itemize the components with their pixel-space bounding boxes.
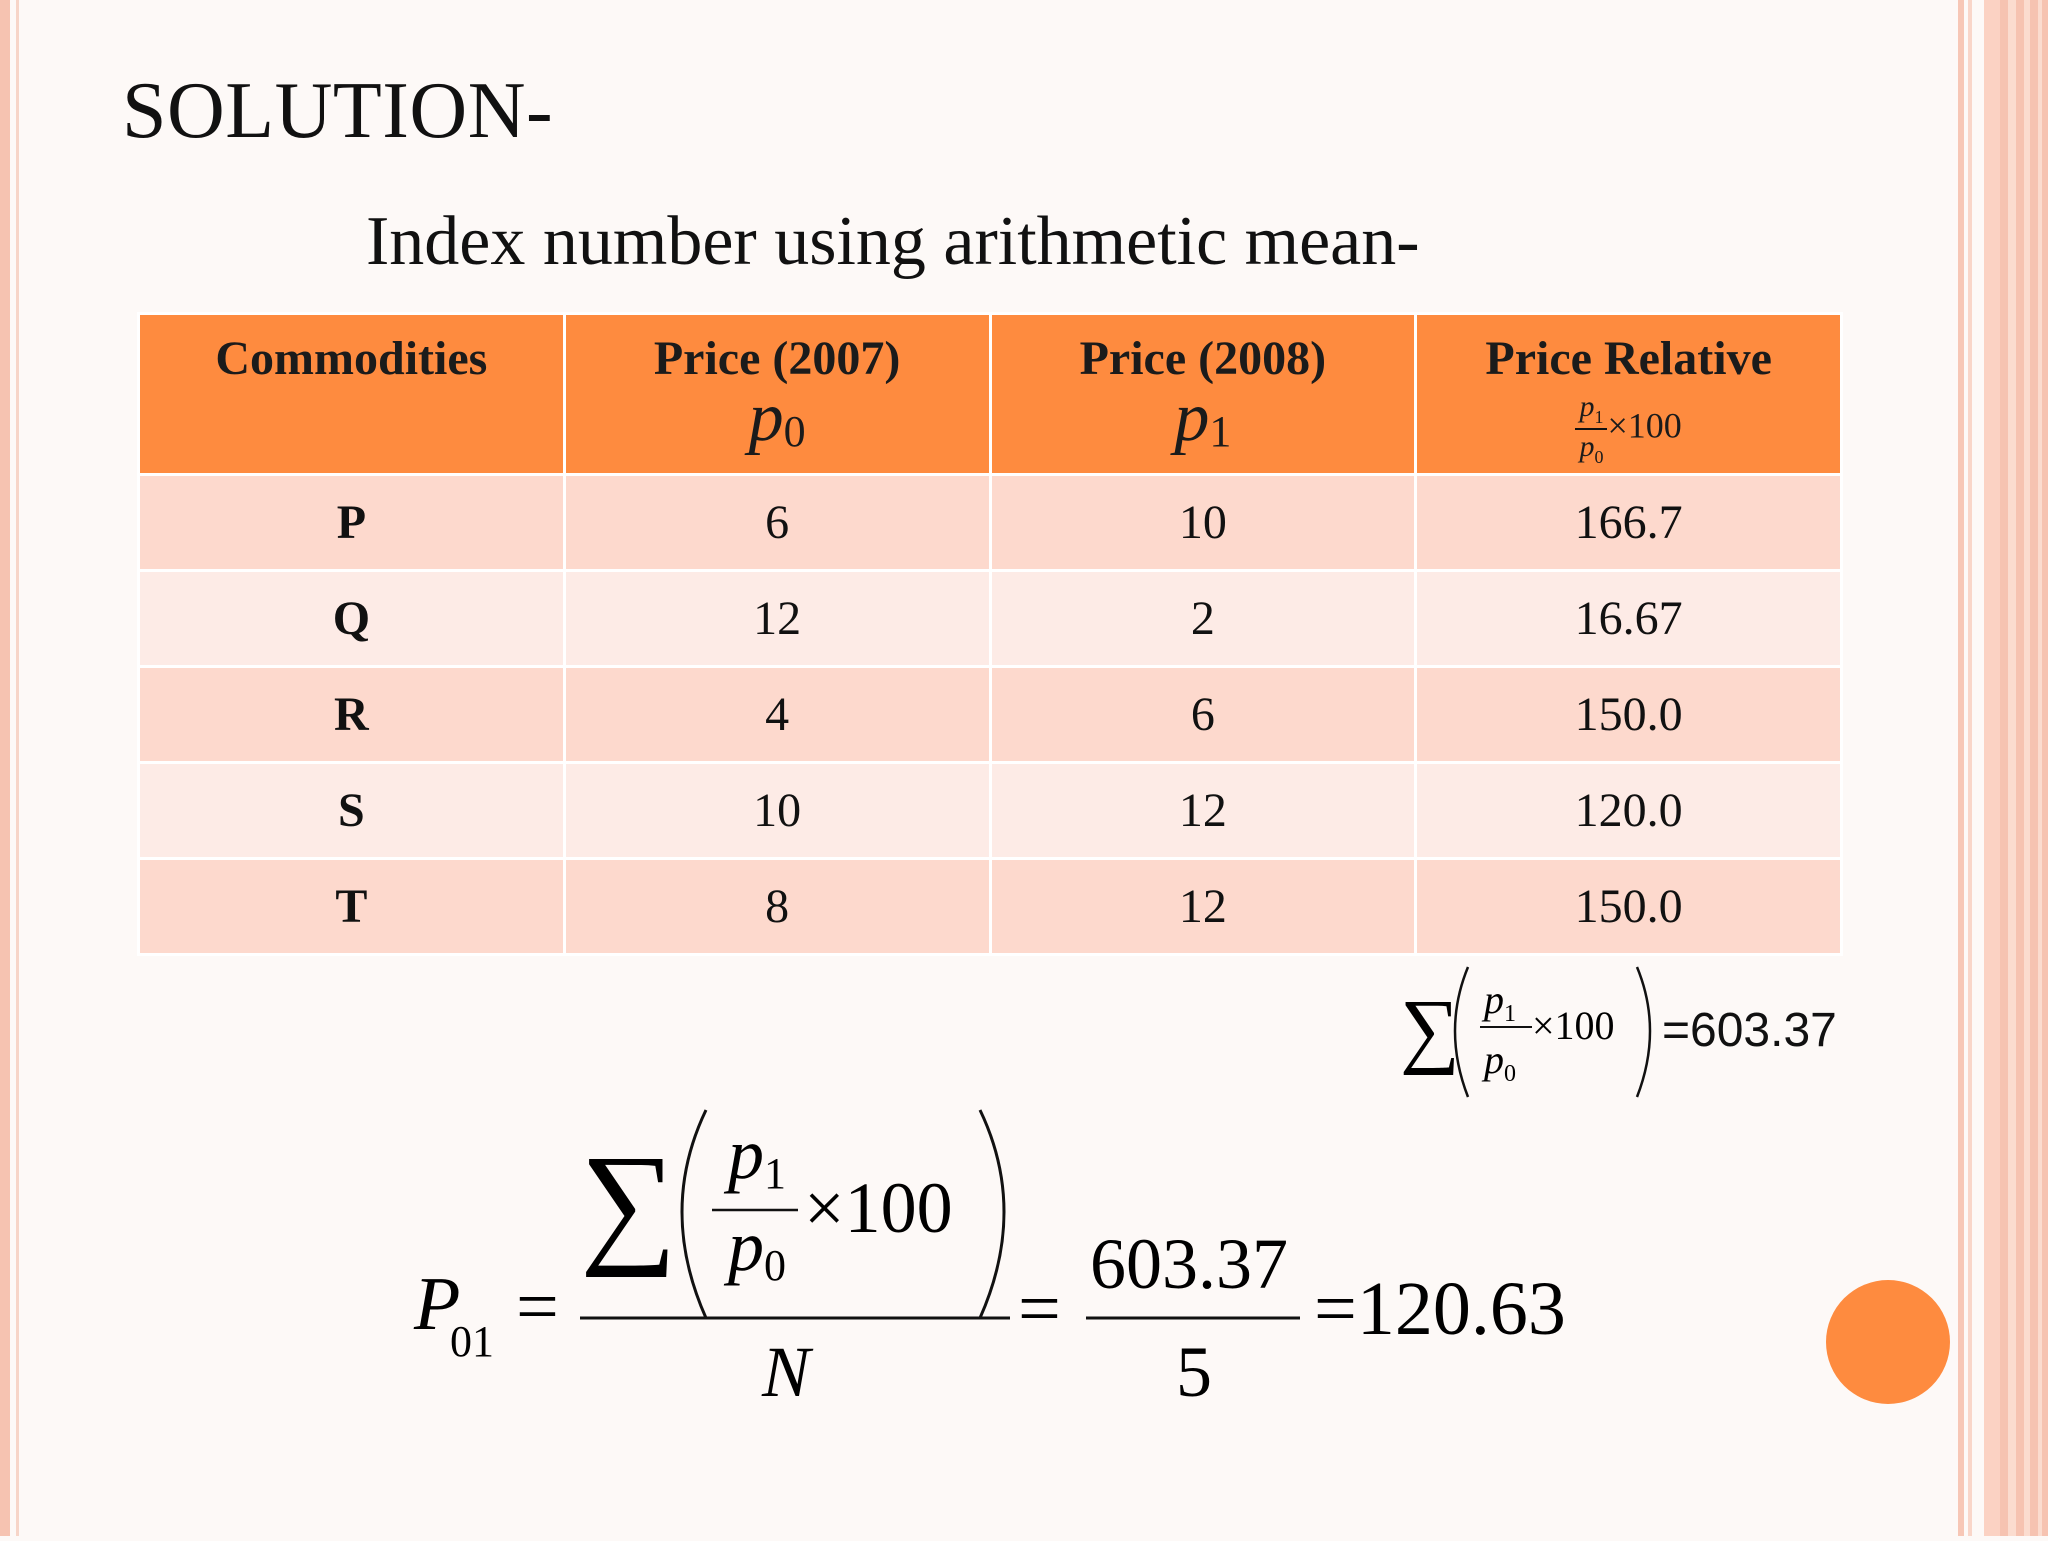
formula-lhs: P <box>414 1262 461 1346</box>
index-formula <box>410 1100 1610 1420</box>
sum-result: =603.37 <box>1662 1003 1837 1057</box>
cell-p1: 6 <box>990 667 1416 763</box>
cell-relative: 120.0 <box>1416 763 1842 859</box>
header-price-2007 <box>564 314 990 475</box>
cell-commodity: T <box>139 859 565 955</box>
symbol-p: p <box>748 379 784 456</box>
den-p: $p_0$ <box>1484 1037 1516 1087</box>
sigma-symbol: ∑ <box>1400 983 1460 1076</box>
times-100: ×100 <box>1607 405 1682 446</box>
num-p: $p_1$ <box>1484 977 1516 1027</box>
price-relative-table <box>137 312 1843 956</box>
cell-p0: 10 <box>564 763 990 859</box>
cell-p1: 10 <box>990 475 1416 571</box>
header-commodities <box>139 314 565 475</box>
header-price-relative <box>1416 314 1842 475</box>
big-left-paren <box>682 1110 706 1318</box>
slide-title: SOLUTION- <box>122 67 554 155</box>
header-label: Price (2007) <box>653 332 901 385</box>
big-right-paren <box>980 1110 1004 1318</box>
value-numerator: 603.37 <box>1090 1224 1288 1304</box>
table-row <box>139 475 1842 571</box>
formula-lhs-sub: 01 <box>450 1317 494 1366</box>
cell-relative: 16.67 <box>1416 571 1842 667</box>
symbol-p: p <box>1174 379 1210 456</box>
index-formula-art <box>410 1100 1610 1420</box>
value-denominator: 5 <box>1176 1332 1212 1412</box>
right-paren <box>1637 967 1650 1097</box>
table-header-row <box>139 314 1842 475</box>
cell-p0: 4 <box>564 667 990 763</box>
table-row <box>139 667 1842 763</box>
formula-denominator: N <box>762 1332 811 1412</box>
sum-expression <box>1400 955 1837 1105</box>
table-row <box>139 571 1842 667</box>
header-price-2008 <box>990 314 1416 475</box>
cell-commodity: Q <box>139 571 565 667</box>
fraction-numerator: $p_1$ <box>1575 390 1607 430</box>
fraction-p1-p0 <box>1575 390 1607 468</box>
cell-p1: 12 <box>990 763 1416 859</box>
big-num-p: p1 <box>728 1114 786 1198</box>
header-label: Commodities <box>215 332 488 385</box>
equals-1: = <box>516 1265 559 1349</box>
cell-p1: 2 <box>990 571 1416 667</box>
big-sigma: ∑ <box>580 1128 677 1278</box>
left-border-line <box>16 0 19 1536</box>
right-border-art <box>1950 0 2048 1536</box>
symbol-sub: 1 <box>1209 407 1232 456</box>
cell-commodity: R <box>139 667 565 763</box>
table-row <box>139 859 1842 955</box>
cell-p0: 12 <box>564 571 990 667</box>
fraction-denominator: $p_0$ <box>1579 430 1604 467</box>
header-label: Price Relative <box>1485 332 1772 385</box>
sum-times: ×100 <box>1532 1003 1615 1048</box>
cell-p1: 12 <box>990 859 1416 955</box>
cell-relative: 150.0 <box>1416 667 1842 763</box>
decorative-circle <box>1826 1280 1950 1404</box>
cell-commodity: S <box>139 763 565 859</box>
formula-result: =120.63 <box>1314 1267 1566 1351</box>
cell-relative: 166.7 <box>1416 475 1842 571</box>
header-symbol <box>992 379 1415 462</box>
symbol-sub: 0 <box>783 407 806 456</box>
sum-expression-art <box>1400 955 1660 1105</box>
left-border-stripe <box>0 0 10 1536</box>
price-relative-formula <box>1417 390 1840 468</box>
big-times: ×100 <box>804 1168 953 1248</box>
header-symbol <box>566 379 989 462</box>
cell-commodity: P <box>139 475 565 571</box>
cell-p0: 6 <box>564 475 990 571</box>
cell-relative: 150.0 <box>1416 859 1842 955</box>
slide-subtitle: Index number using arithmetic mean- <box>366 203 1420 280</box>
cell-p0: 8 <box>564 859 990 955</box>
equals-2: = <box>1018 1267 1061 1351</box>
table-row <box>139 763 1842 859</box>
right-border-stripes <box>1950 0 2048 1536</box>
header-label: Price (2008) <box>1079 332 1327 385</box>
big-den-p: p0 <box>728 1206 786 1290</box>
